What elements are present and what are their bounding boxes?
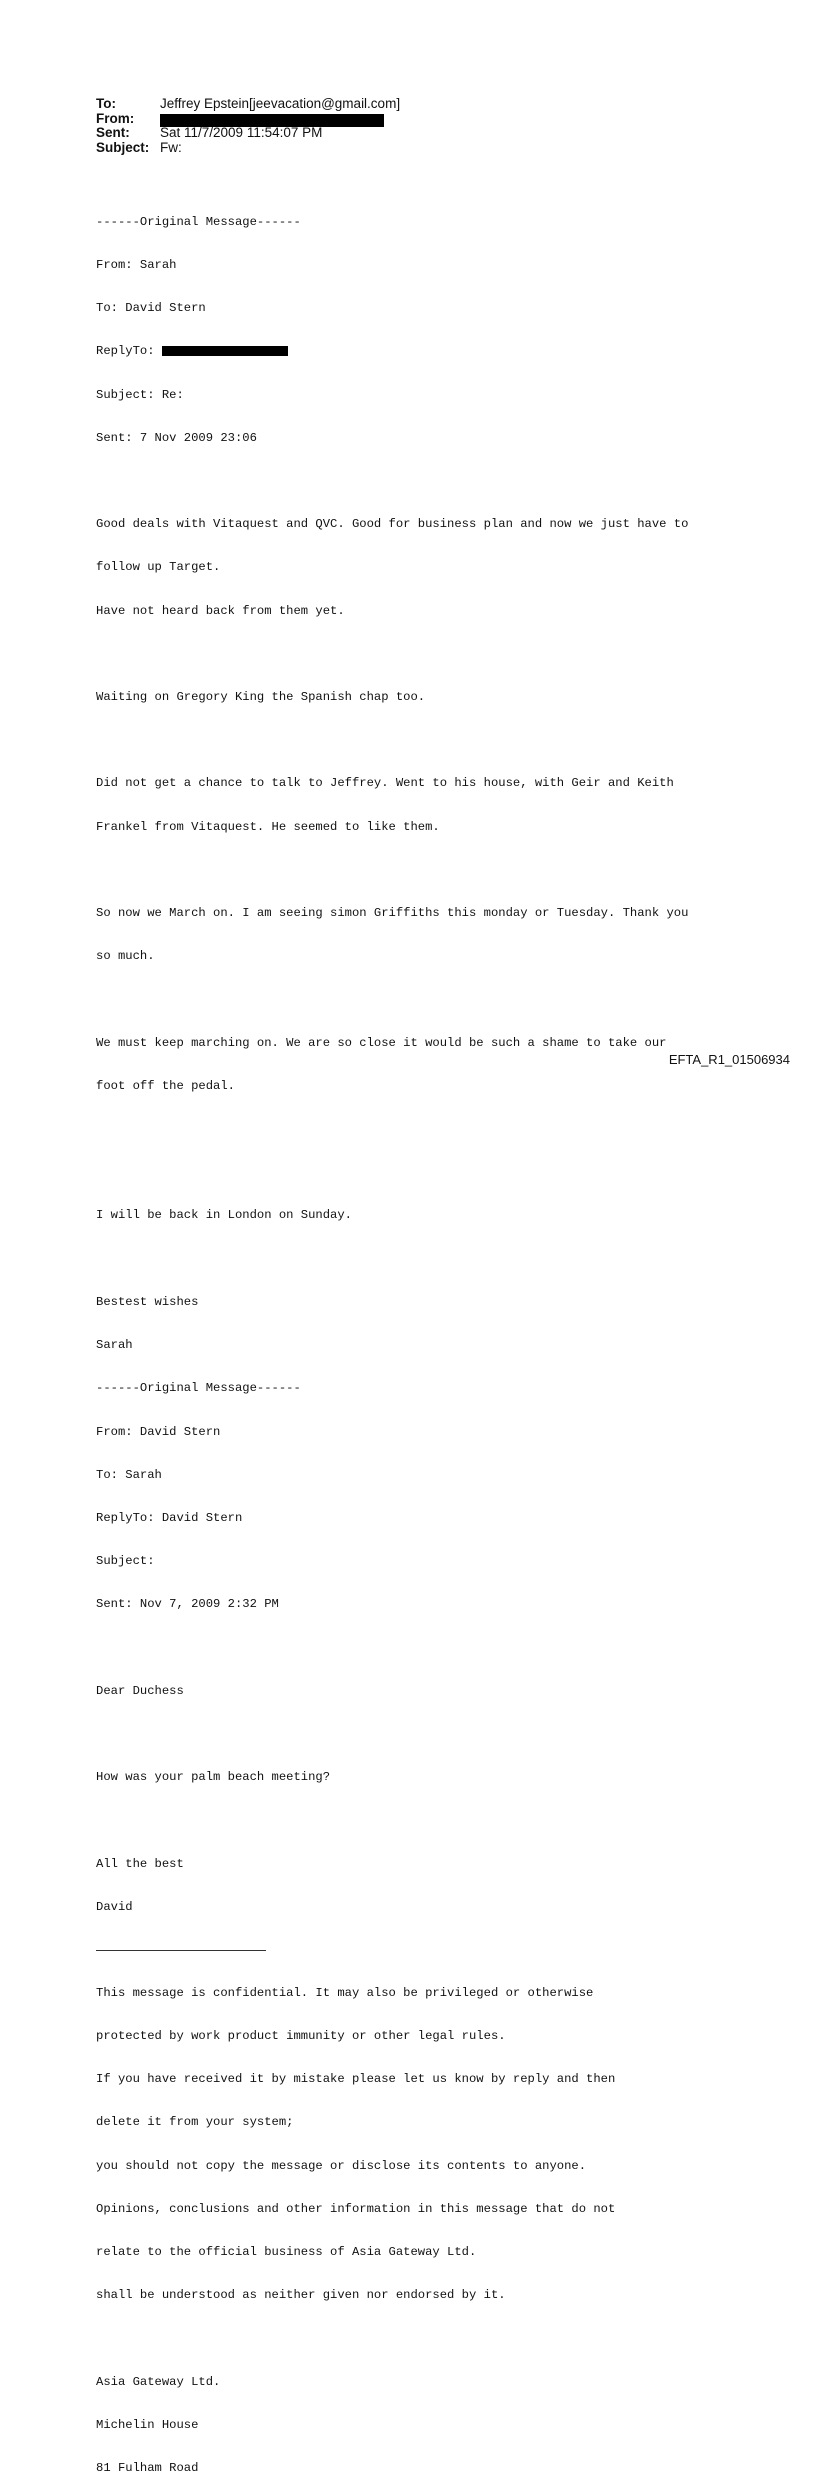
to-value: Jeffrey Epstein[jeevacation@gmail.com] — [160, 96, 401, 111]
email-body — [96, 186, 736, 2490]
blank-line — [96, 863, 736, 877]
forwarded-from: From: Sarah — [96, 258, 177, 273]
subject-row — [96, 141, 400, 156]
email-header — [96, 97, 400, 155]
quoted-to: To: Sarah — [96, 1467, 162, 1482]
greeting-line: Dear Duchess — [96, 1683, 184, 1698]
disclaimer-line: This message is confidential. It may also be privileged or otherwise — [96, 1985, 594, 2000]
blank-line — [96, 1165, 736, 1179]
from-value — [160, 112, 384, 127]
body-text-line: Frankel from Vitaquest. He seemed to like them. — [96, 819, 440, 834]
disclaimer-line: protected by work product immunity or other legal rules. — [96, 2028, 506, 2043]
blank-line — [96, 1122, 736, 1136]
sent-label: Sent: — [96, 125, 130, 140]
body-text-line: follow up Target. — [96, 560, 221, 575]
subject-label: Subject: — [96, 139, 150, 155]
from-label: From: — [96, 110, 135, 126]
body-text-line: Have not heard back from them yet. — [96, 603, 345, 618]
address-line: Asia Gateway Ltd. — [96, 2374, 221, 2389]
body-text-line: Did not get a chance to talk to Jeffrey. Went to his house, with Geir and Keith — [96, 776, 674, 791]
blank-line — [96, 1641, 736, 1655]
replyto-redaction-bar — [162, 346, 288, 356]
from-row — [96, 112, 400, 127]
forwarded-subject: Subject: Re: — [96, 387, 184, 402]
original-message-separator: ------Original Message------ — [96, 214, 301, 229]
quoted-replyto: ReplyTo: David Stern — [96, 1510, 243, 1525]
replyto-label: ReplyTo: — [96, 344, 162, 359]
disclaimer-line: shall be understood as neither given nor endorsed by it. — [96, 2288, 506, 2303]
body-text-line: I will be back in London on Sunday. — [96, 1208, 352, 1223]
sent-row — [96, 126, 400, 141]
original-message-separator: ------Original Message------ — [96, 1381, 301, 1396]
to-row — [96, 97, 400, 112]
blank-line — [96, 647, 736, 661]
signoff-line: Bestest wishes — [96, 1294, 199, 1309]
disclaimer-line: delete it from your system; — [96, 2115, 294, 2130]
blank-line — [96, 1813, 736, 1827]
blank-line — [96, 1252, 736, 1266]
body-text-line: So now we March on. I am seeing simon Griffiths this monday or Tuesday. Thank you — [96, 906, 689, 921]
blank-line — [96, 474, 736, 488]
disclaimer-line: relate to the official business of Asia Gateway Ltd. — [96, 2244, 477, 2259]
quoted-from: From: David Stern — [96, 1424, 221, 1439]
body-text-line: We must keep marching on. We are so close it would be such a shame to take our — [96, 1035, 667, 1050]
forwarded-to: To: David Stern — [96, 301, 206, 316]
body-text-line: Waiting on Gregory King the Spanish chap too. — [96, 690, 426, 705]
blank-line — [96, 2331, 736, 2345]
signature-name: David — [96, 1899, 133, 1914]
signoff-line: All the best — [96, 1856, 184, 1871]
signature-divider — [96, 1950, 266, 1951]
quoted-subject: Subject: — [96, 1554, 155, 1569]
address-line: Michelin House — [96, 2417, 199, 2432]
blank-line — [96, 992, 736, 1006]
body-text-line: so much. — [96, 949, 155, 964]
to-label: To: — [96, 96, 116, 111]
disclaimer-line: Opinions, conclusions and other information in this message that do not — [96, 2201, 616, 2216]
blank-line — [96, 1727, 736, 1741]
forwarded-sent: Sent: 7 Nov 2009 23:06 — [96, 430, 257, 445]
address-line: 81 Fulham Road — [96, 2460, 199, 2475]
body-text-line: Good deals with Vitaquest and QVC. Good for business plan and now we just have to — [96, 517, 689, 532]
body-text-line: foot off the pedal. — [96, 1078, 235, 1093]
sent-value: Sat 11/7/2009 11:54:07 PM — [160, 125, 323, 140]
subject-value: Fw: — [160, 139, 182, 155]
quoted-sent: Sent: Nov 7, 2009 2:32 PM — [96, 1597, 279, 1612]
document-id: EFTA_R1_01506934 — [668, 1052, 790, 1067]
body-text-line: How was your palm beach meeting? — [96, 1770, 331, 1785]
blank-line — [96, 733, 736, 747]
signature-name: Sarah — [96, 1338, 133, 1353]
disclaimer-line: If you have received it by mistake please let us know by reply and then — [96, 2072, 616, 2087]
disclaimer-line: you should not copy the message or disclose its contents to anyone. — [96, 2158, 587, 2173]
forwarded-replyto — [96, 344, 736, 358]
